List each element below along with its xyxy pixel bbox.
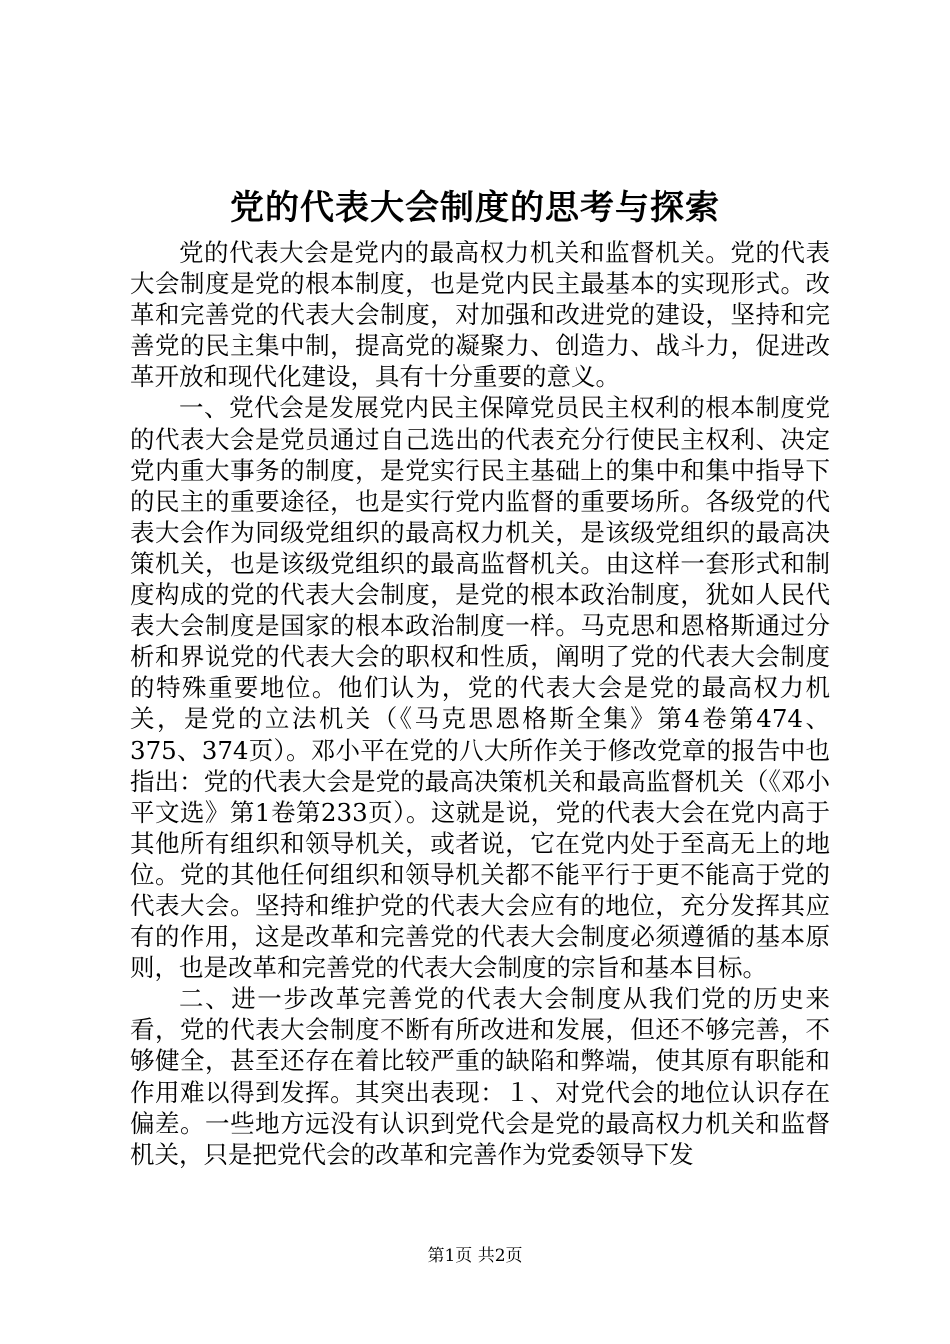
paragraph-intro: 党的代表大会是党内的最高权力机关和监督机关。党的代表大会制度是党的根本制度，也是党内民主最基本的实现形式。改革和完善党的代表大会制度，对加强和改进党的建设，坚持和完善党的民主集中制，提高党的凝聚力、创造力、战斗力，促进改革开放和现代化建设，具有十分重要的意义。 [130, 238, 830, 392]
document-title: 党的代表大会制度的思考与探索 [230, 188, 720, 228]
page-number-footer: 第1页 共2页 [427, 1246, 523, 1266]
paragraph-section-one: 一、党代会是发展党内民主保障党员民主权利的根本制度党的代表大会是党员通过自己选出的代表充分行使民主权利、决定党内重大事务的制度，是党实行民主基础上的集中和集中指导下的民主的重要途径，也是实行党内监督的重要场所。各级党的代表大会作为同级党组织的最高权力机关，是该级党组织的最高决策机关，也是该级党组织的最高监督机关。由这样一套形式和制度构成的党的代表大会制度，是党的根本政治制度，犹如人民代表大会制度是国家的根本政治制度一样。马克思和恩格斯通过分析和界说党的代表大会的职权和性质，阐明了党的代表大会制度的特殊重要地位。他们认为，党的代表大会是党的最高权力机关，是党的立法机关（《马克思恩格斯全集》第4卷第474、375、374页）。邓小平在党的八大所作关于修改党章的报告中也指出：党的代表大会是党的最高决策机关和最高监督机关（《邓小平文选》第1卷第233页）。这就是说，党的代表大会在党内高于其他所有组织和领导机关，或者说，它在党内处于至高无上的地位。党的其他任何组织和领导机关都不能平行于更不能高于党的代表大会。坚持和维护党的代表大会应有的地位，充分发挥其应有的作用，这是改革和完善党的代表大会制度必须遵循的基本原则，也是改革和完善党的代表大会制度的宗旨和基本目标。 [130, 393, 830, 983]
paragraph-section-two: 二、进一步改革完善党的代表大会制度从我们党的历史来看，党的代表大会制度不断有所改进和发展，但还不够完善，不够健全，甚至还存在着比较严重的缺陷和弊端，使其原有职能和作用难以得到发挥。其突出表现：１、对党代会的地位认识存在偏差。一些地方远没有认识到党代会是党的最高权力机关和监督机关，只是把党代会的改革和完善作为党委领导下发 [130, 984, 830, 1169]
document-body [130, 237, 830, 1170]
